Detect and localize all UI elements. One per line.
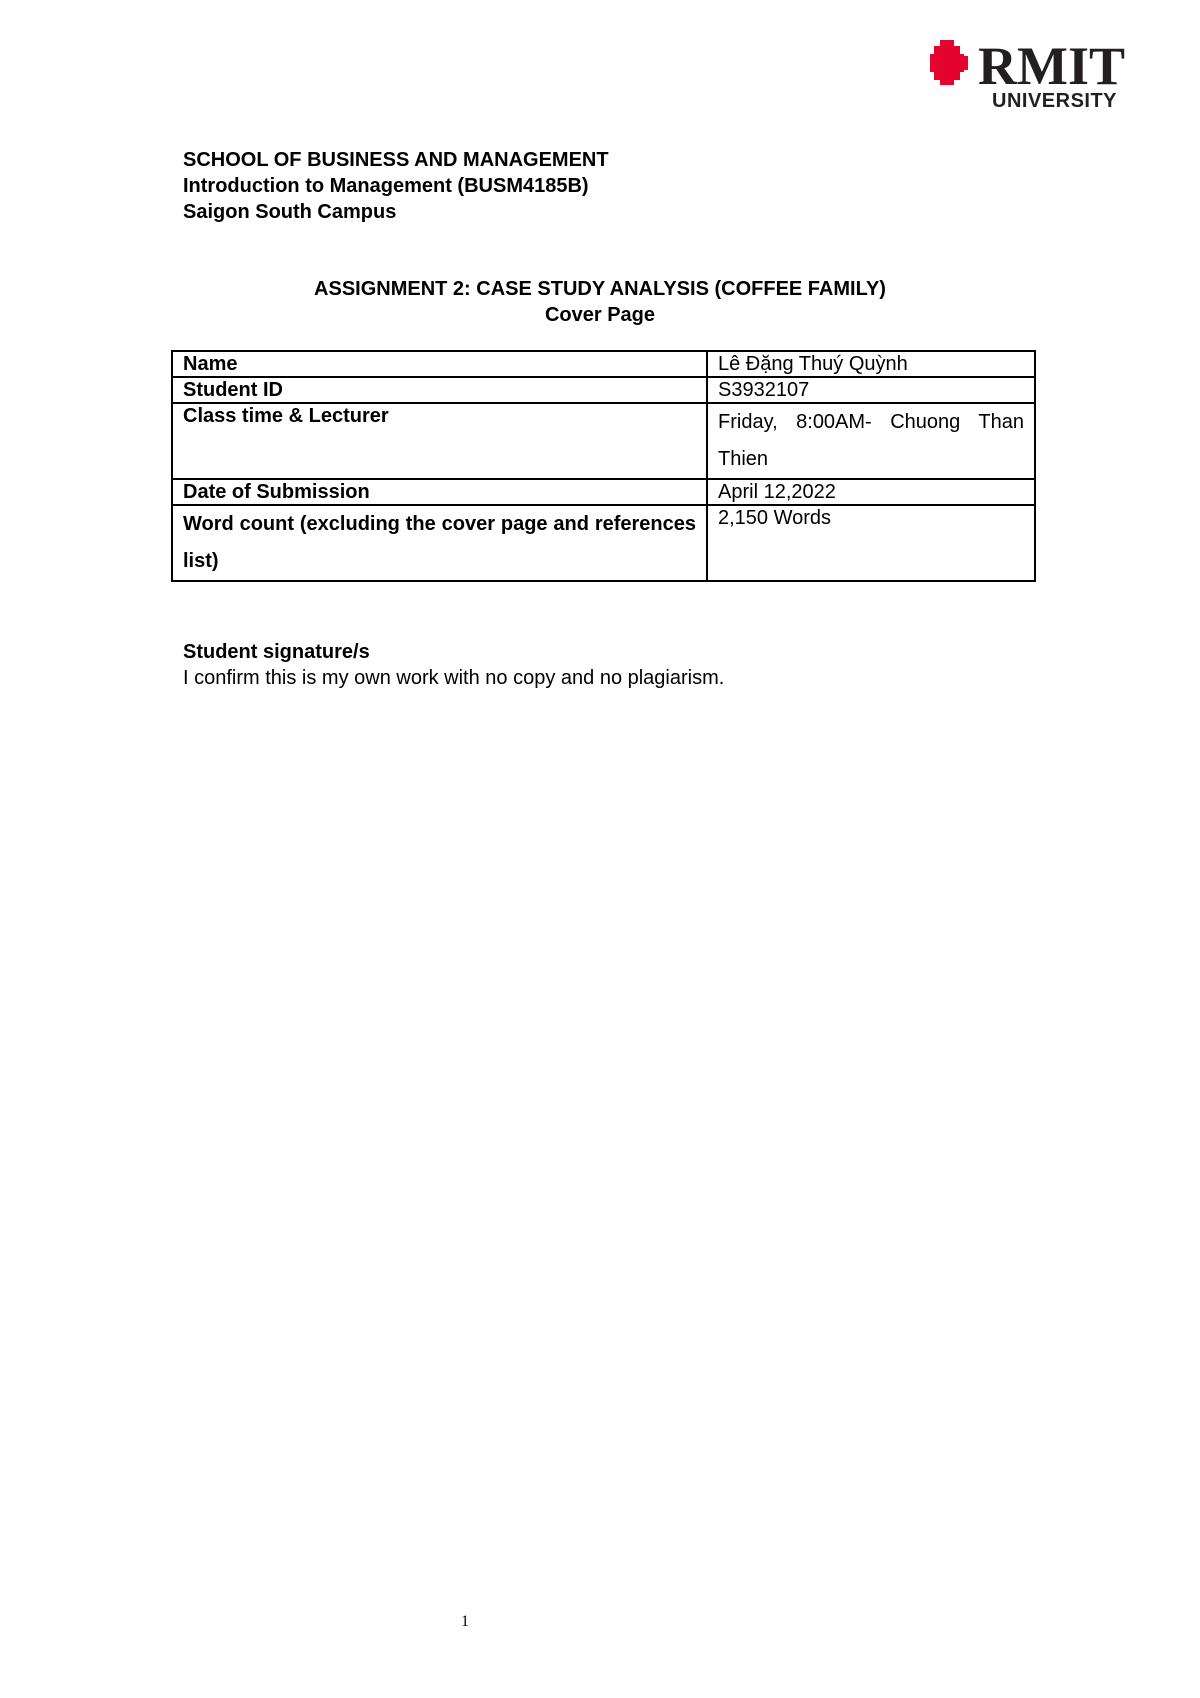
signature-title: Student signature/s	[183, 641, 370, 663]
rmit-pixel-icon	[930, 40, 968, 85]
table-row	[172, 479, 1035, 505]
signature-statement: I confirm this is my own work with no copy and no plagiarism.	[183, 667, 725, 689]
submission-date-value: April 12,2022	[707, 479, 1035, 505]
table-row	[172, 351, 1035, 377]
word-count-label: Word count (excluding the cover page and references list)	[172, 505, 707, 581]
class-time-label: Class time & Lecturer	[172, 403, 707, 479]
rmit-logo-subtitle: UNIVERSITY	[992, 90, 1118, 110]
word-count-value: 2,150 Words	[707, 505, 1035, 581]
student-id-value: S3932107	[707, 377, 1035, 403]
assignment-title-block	[0, 276, 1200, 328]
rmit-logo-name: RMIT	[978, 36, 1125, 96]
table-row	[172, 377, 1035, 403]
campus-name: Saigon South Campus	[183, 201, 397, 223]
course-name: Introduction to Management (BUSM4185B)	[183, 175, 589, 197]
document-header	[183, 147, 609, 225]
rmit-logo-graphic	[930, 34, 1140, 110]
school-name: SCHOOL OF BUSINESS AND MANAGEMENT	[183, 149, 609, 171]
cover-page-subtitle: Cover Page	[544, 304, 656, 326]
submission-date-label: Date of Submission	[172, 479, 707, 505]
name-label: Name	[172, 351, 707, 377]
page-number: 1	[461, 1613, 469, 1630]
table-row	[172, 403, 1035, 479]
rmit-logo	[930, 34, 1140, 110]
assignment-title: ASSIGNMENT 2: CASE STUDY ANALYSIS (COFFEE FAMILY)	[314, 278, 886, 300]
student-id-label: Student ID	[172, 377, 707, 403]
table-row	[172, 505, 1035, 581]
name-value: Lê Đặng Thuý Quỳnh	[707, 351, 1035, 377]
student-info-table	[171, 350, 1036, 582]
class-time-value: Friday, 8:00AM- Chuong Than Thien	[707, 403, 1035, 479]
signature-section	[183, 639, 724, 691]
